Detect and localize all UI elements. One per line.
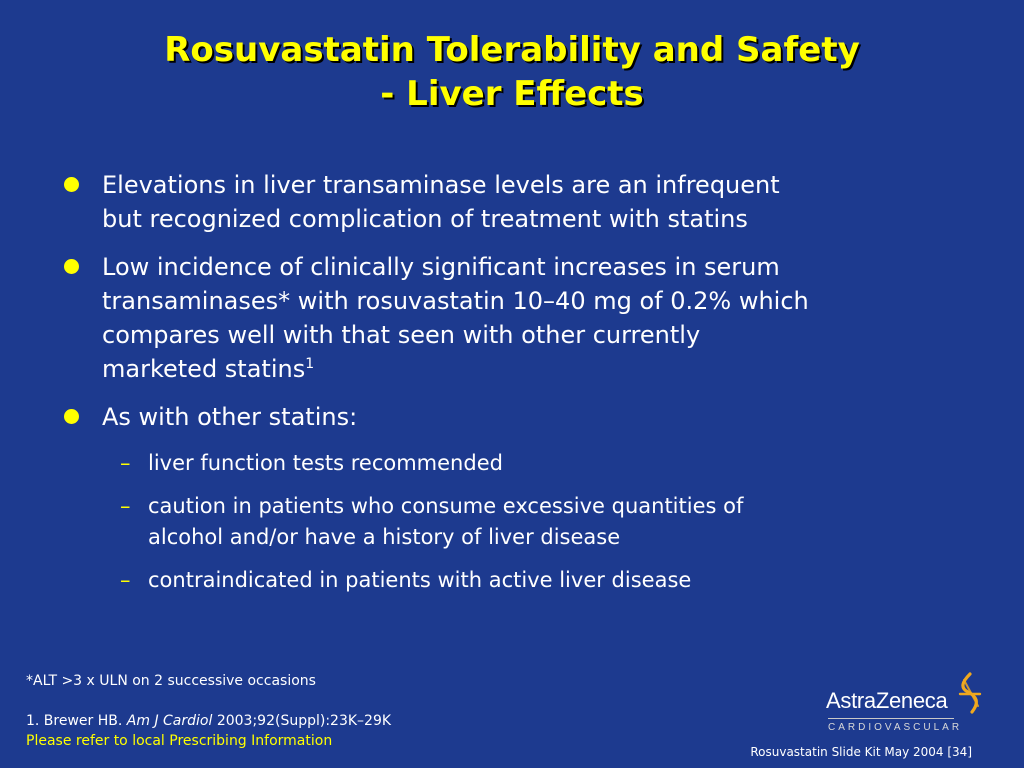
sub-bullet-text-line: caution in patients who consume excessive quantities of [148,494,744,518]
bullet-dot-icon [64,259,79,274]
astrazeneca-logo-mark-icon [954,672,986,714]
logo-divider [828,718,954,719]
sub-bullet-text-line: liver function tests recommended [148,451,503,475]
footnote: *ALT >3 x ULN on 2 successive occasions [26,673,316,689]
logo-division: CARDIOVASCULAR [828,722,963,733]
slide-title [60,28,964,116]
title-line-2: - Liver Effects [380,74,644,114]
bullet-text-line: As with other statins: [102,403,358,431]
bullet-item [60,250,980,386]
reference-superscript: 1 [305,356,315,372]
bullet-list [60,168,980,608]
reference-prefix: 1. Brewer HB. [26,713,127,729]
bullet-text-line: Low incidence of clinically significant increases in serum [102,253,780,281]
sub-bullet-text-line: contraindicated in patients with active liver disease [148,568,692,592]
bullet-text-line: compares well with that seen with other currently [102,321,701,349]
prescribing-note: Please refer to local Prescribing Information [26,733,333,749]
title-line-1: Rosuvastatin Tolerability and Safety [164,30,860,70]
logo-name: AstraZeneca [826,688,948,713]
sub-bullet-item [60,565,980,596]
sub-bullet-list [60,448,980,596]
astrazeneca-logo [826,672,1002,733]
reference-journal: Am J Cardiol [126,713,213,729]
sub-bullet-item [60,448,980,479]
bullet-item [60,400,980,434]
bullet-dot-icon [64,409,79,424]
slide-kit-label: Rosuvastatin Slide Kit May 2004 [34] [750,745,972,759]
bullet-text-line: but recognized complication of treatment with statins [102,205,748,233]
bullet-text-line [102,352,980,386]
bullet-text-line: Elevations in liver transaminase levels are an infrequent [102,171,780,199]
bullet-text-line: transaminases* with rosuvastatin 10–40 mg of 0.2% which [102,287,809,315]
reference [26,712,391,730]
dash-marker: – [120,494,131,518]
dash-marker: – [120,451,131,475]
bullet-text: marketed statins [102,355,306,383]
dash-marker: – [120,568,131,592]
sub-bullet-item [60,491,980,553]
sub-bullet-text-line: alcohol and/or have a history of liver disease [148,525,621,549]
bullet-item [60,168,980,236]
bullet-dot-icon [64,177,79,192]
reference-suffix: 2003;92(Suppl):23K–29K [212,713,392,729]
